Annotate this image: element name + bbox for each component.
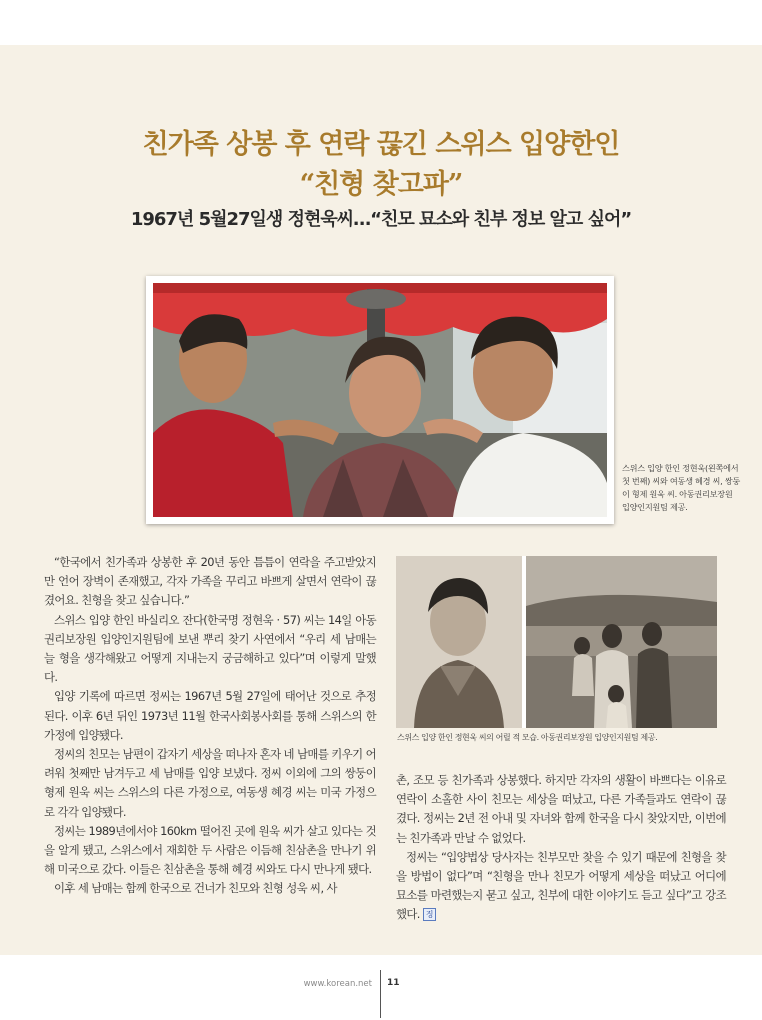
family-reunion-photo <box>153 283 607 517</box>
article-column-left <box>44 553 376 899</box>
footer-divider <box>380 970 381 1018</box>
paragraph-final-text: 정씨는 “입양법상 당사자는 친부모만 찾을 수 있기 때문에 친형을 찾을 방법이 없다”며 “친형을 만나 친모가 어떻게 세상을 떠났고 어디에 묘소를 마련했는지 묻고 싶고, 친부에 대한 이야기도 듣고 싶다”고 강조했다. <box>396 849 726 922</box>
headline-line-2: “친형 찾고파” <box>299 169 463 200</box>
main-photo <box>153 283 607 517</box>
paragraph: 이후 세 남매는 함께 한국으로 건너가 친모와 친형 성욱 씨, 사 <box>54 881 337 896</box>
footer-url: www.korean.net <box>303 979 372 989</box>
paragraph: 정씨는 1989년에서야 160km 떨어진 곳에 원욱 씨가 살고 있다는 것을 알게 됐고, 스위스에서 재회한 두 사람은 이듬해 친삼촌을 만나기 위해 미국으로 갔다. 이들은 친삼촌을 통해 혜경 씨와도 다시 만나게 됐다. <box>44 823 376 877</box>
paragraph: 입양 기록에 따르면 정씨는 1967년 5월 27일에 태어난 것으로 추정된다. 이후 6년 뒤인 1973년 11월 한국사회봉사회를 통해 스위스의 한 가정에 입양됐다. <box>44 689 376 742</box>
main-photo-caption: 스위스 입양 한인 정현욱(왼쪽에서 첫 번째) 씨와 여동생 혜경 씨, 쌍둥이 형제 원욱 씨. 아동권리보장원 입양인지원팀 제공. <box>622 463 740 512</box>
childhood-photos <box>396 556 717 728</box>
paragraph: 스위스 입양 한인 바실리오 잔다(한국명 정현욱 · 57) 씨는 14일 아동권리보장원 입양인지원팀에 보낸 뿌리 찾기 사연에서 “우리 세 남매는 늘 형을 생각해왔고 어떻게 지내는지 궁금해하고 있다”며 이렇게 말했다. <box>44 612 376 685</box>
paragraph: “한국에서 친가족과 상봉한 후 20년 동안 틈틈이 연락을 주고받았지만 언어 장벽이 존재했고, 각자 가족을 꾸리고 바쁘게 살면서 연락이 끊겼어요. 친형을 찾고 싶습니다.” <box>44 555 376 608</box>
paragraph-final <box>396 848 726 925</box>
childhood-photo <box>396 556 717 728</box>
main-photo-frame <box>146 276 614 524</box>
paragraph: 촌, 조모 등 친가족과 상봉했다. 하지만 각자의 생활이 바쁘다는 이유로 연락이 소홀한 사이 친모는 세상을 떠났고, 다른 가족들과도 연락이 끊겼다. 정씨는 2년 전 아내 및 자녀와 함께 한국을 다시 찾았지만, 이번에는 친가족과 만날 수 없었다. <box>396 773 726 845</box>
childhood-photo-caption: 스위스 입양 한인 정현욱 씨의 어릴 적 모습. 아동권리보장원 입양인지원팀 제공. <box>397 733 658 742</box>
subheadline: 1967년 5월27일생 정현욱씨…“친모 묘소와 친부 정보 알고 싶어” <box>130 209 632 230</box>
headline-line-1: 친가족 상봉 후 연락 끊긴 스위스 입양한인 <box>142 129 620 160</box>
article-end-mark-icon: 징 <box>423 908 436 921</box>
paragraph: 정씨의 친모는 남편이 갑자기 세상을 떠나자 혼자 네 남매를 키우기 어려워 첫째만 남겨두고 세 남매를 입양 보냈다. 정씨 이외에 그의 쌍둥이 형제 원욱 씨는 스위스의 다른 가정으로, 여동생 혜경 씨는 미국 가정으로 각각 입양됐다. <box>44 747 376 819</box>
article-column-right <box>396 771 726 925</box>
page-number: 11 <box>387 978 400 988</box>
